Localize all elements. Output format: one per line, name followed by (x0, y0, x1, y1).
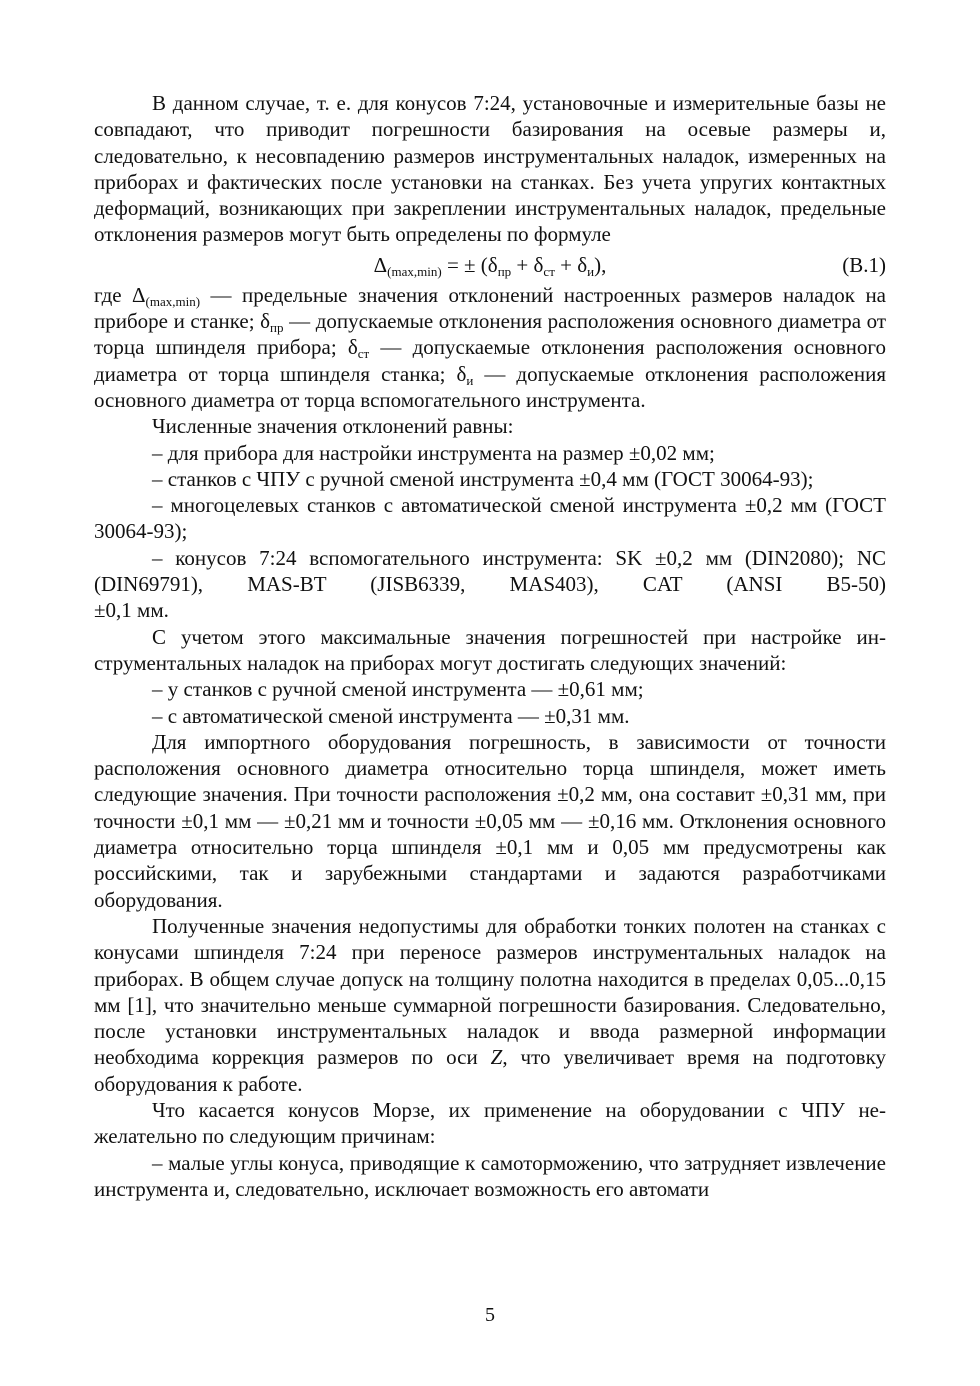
formula-expression: $\Delta_{(max,min)}$ = ± $(\delta_{пр} + \delta_{ст} + \delta_и)$, (373, 252, 607, 279)
list-item-manual-change: – у станков с ручной сменой инструмента — ±0,61 мм; (152, 677, 644, 702)
paragraph-imported-equipment: Для импортного оборудования погрешность, в зависимости от точности расположения основного диаметра относительно торца шпинделя, может иметь следующие значения. При точности расположения ±0,2 мм, она составит ±0,31 мм, при точности ±0,1 мм — ±0,21 мм и точности ±0,05 мм — ±0,16 мм. Отклонения основного диаметра относительно торца шпинделя ±0,1 мм и 0,05 мм предусмотрены как российскими, так и зарубежными стандартами и задаются разработчиками оборудования. (94, 729, 886, 912)
paragraph-unacceptable-values: Полученные значения недопустимы для обработки тонких полотен на станках с конусами шпинделя 7:24 при переносе размеров инструментальных наладок на приборах. В общем случае допуск на толщину полотна находится в пределах 0,05...0,15 мм [1], что значительно меньше суммарной погрешности базирования. Следовательно, после установки инструментальных наладок и ввода размерной информации необходима коррекция размеров по оси Z, что увеличивает время на подготовку оборудования к работе. (94, 913, 886, 1096)
paragraph-values-intro: Численные значения отклонений равны: (152, 414, 514, 439)
document-page (94, 90, 886, 1202)
list-item-device: – для прибора для настройки инструмента на размер ±0,02 мм; (152, 440, 715, 465)
paragraph-morse-cones: Что касается конусов Морзе, их применение на оборудовании с ЧПУ нежелательно по следующим причинам: (94, 1097, 886, 1149)
list-item-cones-tail: ±0,1 мм. (94, 598, 169, 623)
equation-number: (В.1) (842, 252, 886, 277)
formula-b1 (94, 248, 886, 282)
list-item-multipurpose: – многоцелевых станков с автоматической сменой инструмента ±0,2 мм (ГОСТ 30064-93); (94, 493, 886, 544)
list-item-small-angles: – малые углы конуса, приводящие к самоторможению, что затрудняет извлечение инструмента и, следовательно, исключает возможность его автомати (94, 1150, 886, 1201)
page-number: 5 (485, 1304, 495, 1326)
list-item-auto-change: – с автоматической сменой инструмента — ±0,31 мм. (152, 703, 630, 728)
paragraph-definitions: где $\Delta_{(max,min)}$ — предельные значения отклонений настроенных размеров наладок на приборе и станке; $\delta_{пр}$ — допускаемые отклонения расположения основного диаметра от торца шпинделя прибора; $\delta_{ст}$ — допускаемые отклонения расположения основного диаметра от торца шпинделя станка; $\delta_и$ — допускаемые отклонения расположения основного диаметра от торца вспомогательного инструмента. (94, 282, 887, 412)
paragraph-max-errors: С учетом этого максимальные значения погрешностей при настройке инструментальных наладок на приборах могут достигать следующих значений: (94, 624, 886, 675)
list-item-cones: – конусов 7:24 вспомогательного инструмента: SK ±0,2 мм (DIN2080); NC (DIN69791), MAS-BT (JISB6339, MAS403), CAT (ANSI B5-50) (94, 545, 886, 597)
list-item-manual-cnc: – станков с ЧПУ с ручной сменой инструмента ±0,4 мм (ГОСТ 30064-93); (152, 466, 814, 491)
paragraph-intro: В данном случае, т. е. для конусов 7:24, установочные и измерительные базы не совпадают, что приводит погрешности базирования на осевые размеры и, следовательно, к несовпадению размеров инструментальных наладок, измеренных на приборах и фактических после установки на станках. Без учета упругих контактных деформаций, возникающих при закреплении инструментальных наладок, предельные отклонения размеров могут быть определены по формуле (94, 91, 886, 247)
